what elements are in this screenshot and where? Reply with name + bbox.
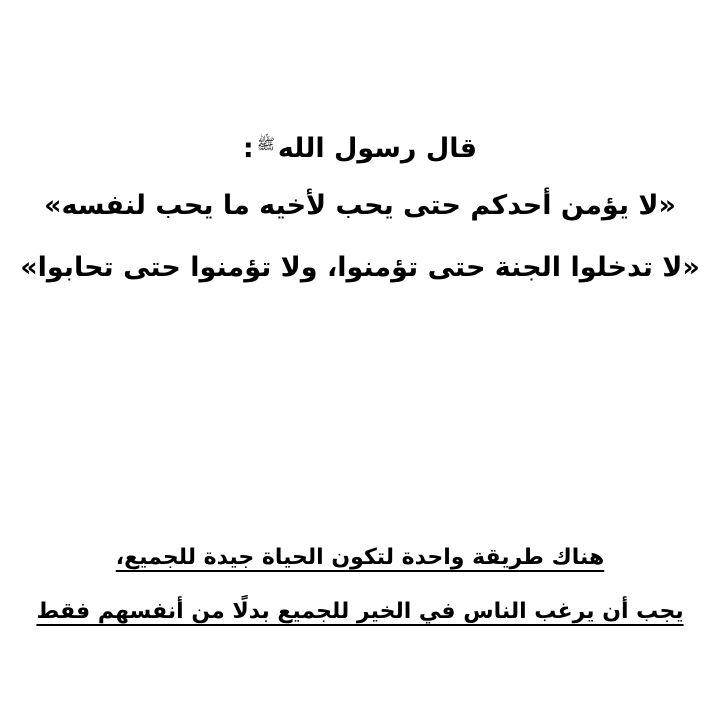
hadith-line-2: «لا تدخلوا الجنة حتى تؤمنوا، ولا تؤمنوا حتى تحابوا» (20, 252, 700, 283)
note-line-1: هناك طريقة واحدة لتكون الحياة جيدة للجميع، (115, 545, 605, 570)
note-line-2: يجب أن يرغب الناس في الخير للجميع بدلًا من أنفسهم فقط (36, 599, 684, 624)
honorific-calligraphy: ﷺ (256, 135, 275, 153)
hadith-intro-text: قال رسول الله (277, 133, 478, 164)
hadith-intro-colon: : (242, 133, 254, 164)
hadith-intro (0, 122, 720, 171)
hadith-line-1: «لا يؤمن أحدكم حتى يحب لأخيه ما يحب لنفسه» (44, 190, 676, 221)
